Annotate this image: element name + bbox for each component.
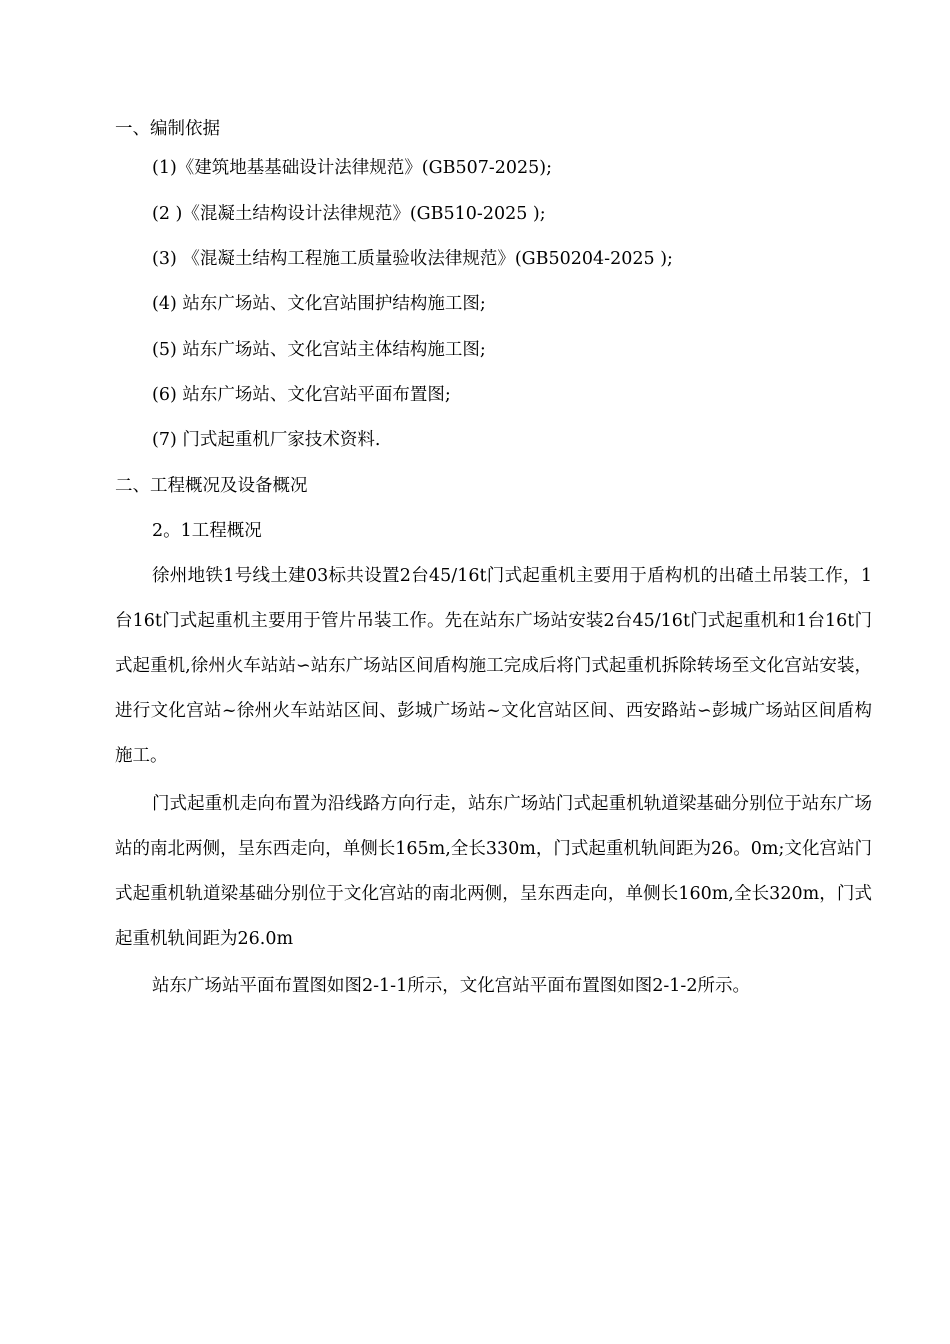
overview-paragraph-1: 徐州地铁1号线土建03标共设置2台45/16t门式起重机主要用于盾构机的出碴土吊装工作，1台16t门式起重机主要用于管片吊装工作。先在站东广场站安装2台45/16t门式起重机和1台16t门式起重机,徐州火车站站∽站东广场站区间盾构施工完成后将门式起重机拆除转场至文化宫站安装，进行文化宫站~徐州火车站站区间、彭城广场站~文化宫站区间、西安路站∽彭城广场站区间盾构施工。 [115, 566, 872, 766]
reference-item-1: (1)《建筑地基基础设计法律规范》(GB507-2025); [152, 158, 553, 178]
overview-paragraph-2: 门式起重机走向布置为沿线路方向行走，站东广场站门式起重机轨道梁基础分别位于站东广场站的南北两侧，呈东西走向，单侧长165m,全长330m，门式起重机轨间距为26。0m;文化宫站门式起重机轨道梁基础分别位于文化宫站的南北两侧，呈东西走向，单侧长160m,全长320m，门式起重机轨间距为26.0m [115, 794, 872, 949]
section-2-1-subheading: 2。1工程概况 [152, 521, 262, 541]
reference-item-2: (2 )《混凝土结构设计法律规范》(GB510-2025 ); [152, 204, 546, 224]
reference-item-6: (6) 站东广场站、文化宫站平面布置图; [152, 385, 451, 405]
reference-item-3: (3) 《混凝土结构工程施工质量验收法律规范》(GB50204-2025 ); [152, 249, 673, 269]
section-1-heading: 一、编制依据 [115, 119, 220, 139]
reference-item-7: (7) 门式起重机厂家技术资料. [152, 430, 381, 450]
overview-paragraph-3: 站东广场站平面布置图如图2-1-1所示，文化宫站平面布置图如图2-1-2所示。 [152, 976, 750, 996]
section-2-heading: 二、工程概况及设备概况 [115, 476, 308, 496]
reference-item-4: (4) 站东广场站、文化宫站围护结构施工图; [152, 294, 486, 314]
reference-item-5: (5) 站东广场站、文化宫站主体结构施工图; [152, 340, 486, 360]
